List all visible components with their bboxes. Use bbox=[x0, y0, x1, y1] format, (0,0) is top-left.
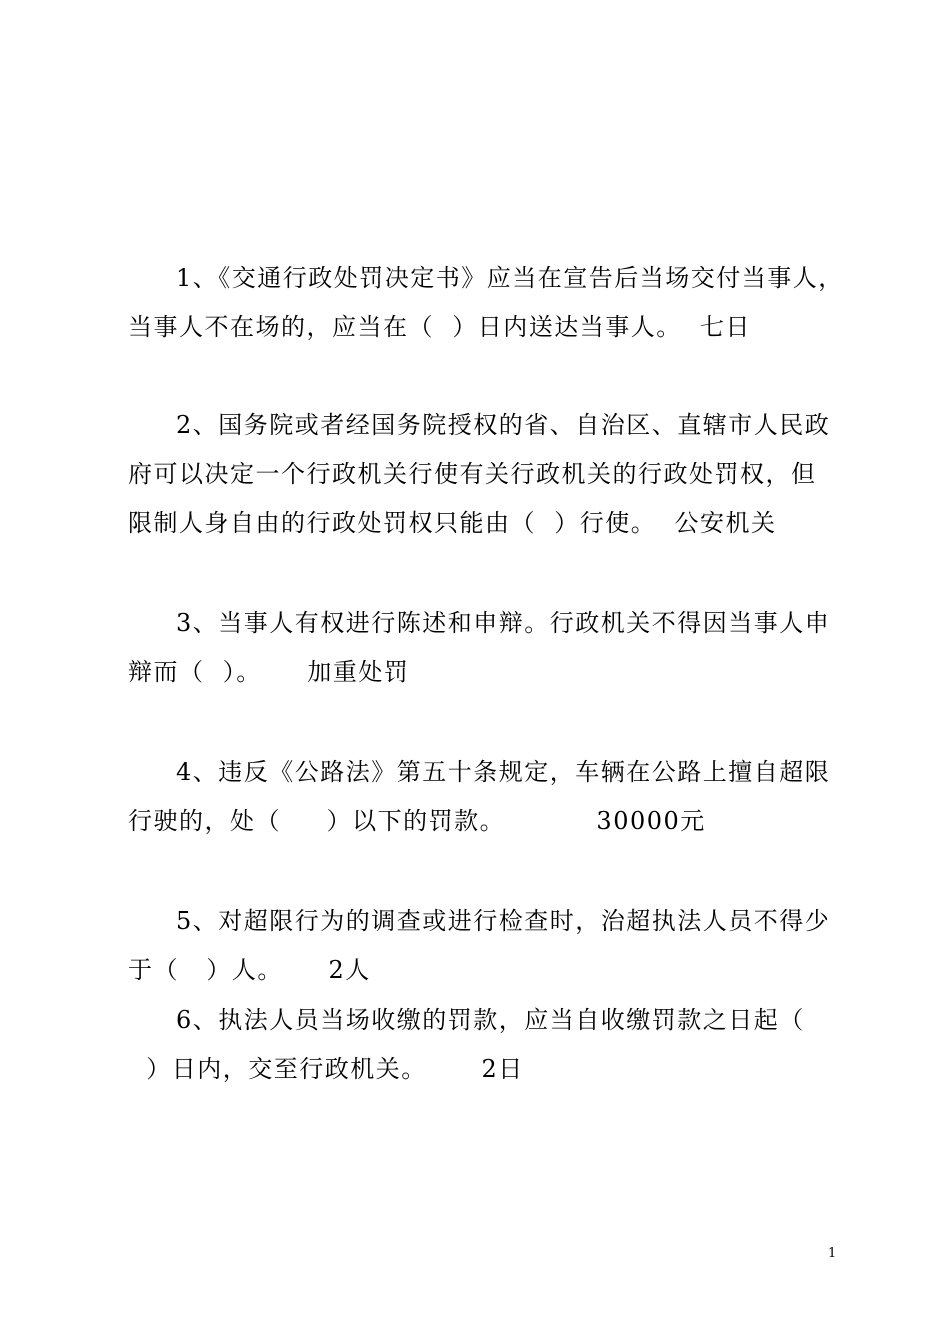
question-5-line-2: 于（ ）人。 2人 bbox=[128, 956, 371, 984]
question-4-line-2: 行驶的，处（ ）以下的罚款。 30000元 bbox=[128, 807, 706, 835]
question-1-line-1: 1、《交通行政处罚决定书》应当在宣告后当场交付当事人， bbox=[176, 264, 844, 292]
question-4-line-1: 4、违反《公路法》第五十条规定，车辆在公路上擅自超限 bbox=[176, 758, 831, 786]
question-3-line-2: 辩而（ ）。 加重处罚 bbox=[128, 658, 410, 686]
page-number: 1 bbox=[828, 1246, 837, 1261]
question-1-line-2: 当事人不在场的，应当在（ ）日内送达当事人。 七日 bbox=[128, 313, 752, 341]
question-3-line-1: 3、当事人有权进行陈述和申辩。行政机关不得因当事人申 bbox=[176, 609, 831, 637]
question-6-line-2: ）日内，交至行政机关。 2日 bbox=[128, 1055, 524, 1083]
question-2-line-3: 限制人身自由的行政处罚权只能由（ ）行使。 公安机关 bbox=[128, 509, 777, 537]
question-2-line-1: 2、国务院或者经国务院授权的省、自治区、直辖市人民政 bbox=[176, 411, 831, 439]
question-5-line-1: 5、对超限行为的调查或进行检查时，治超执法人员不得少 bbox=[176, 907, 831, 935]
question-6-line-1: 6、执法人员当场收缴的罚款，应当自收缴罚款之日起（ bbox=[176, 1006, 805, 1034]
question-2-line-2: 府可以决定一个行政机关行使有关行政机关的行政处罚权，但 bbox=[128, 460, 817, 488]
